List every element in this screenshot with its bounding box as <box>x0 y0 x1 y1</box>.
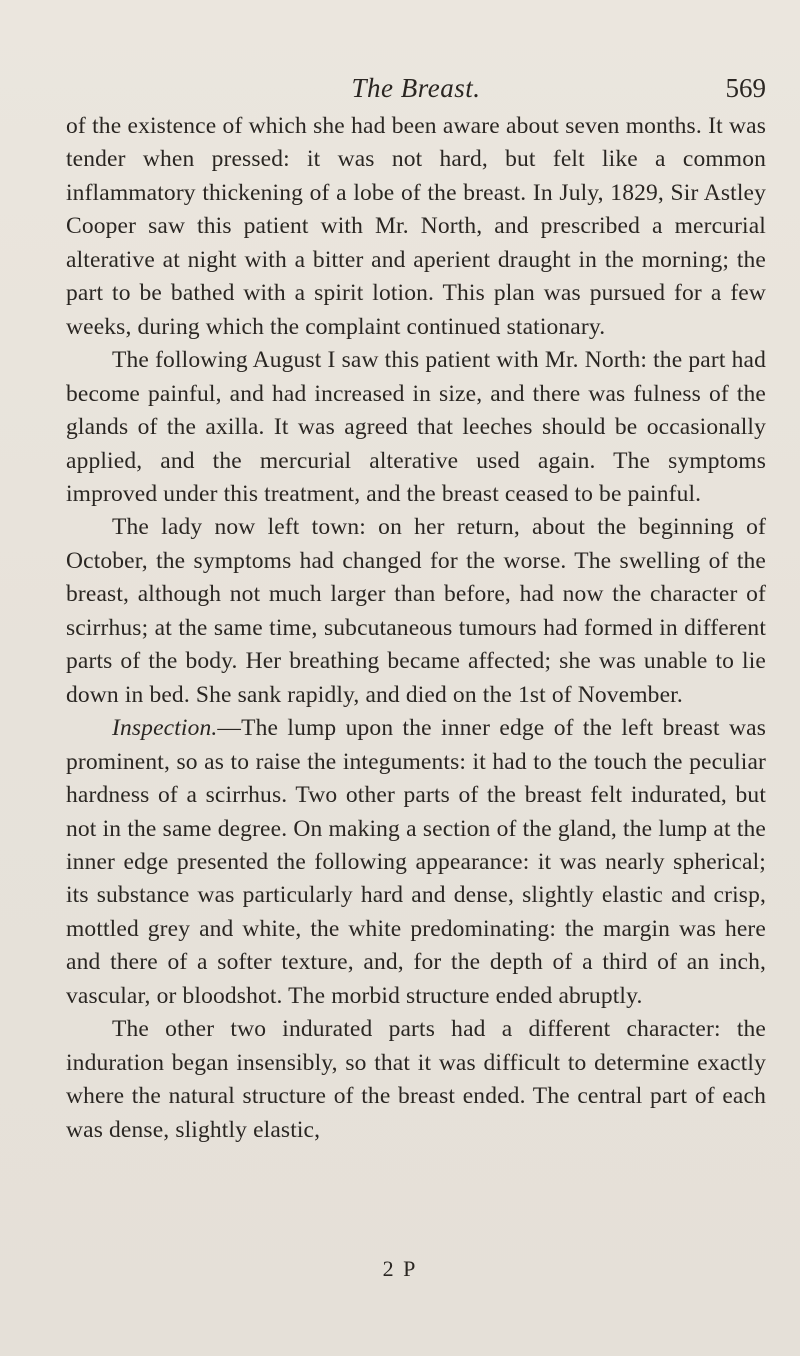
running-head <box>66 73 766 107</box>
paragraph-inspection <box>66 712 766 1013</box>
body-text <box>66 110 766 1147</box>
page-number: 569 <box>725 73 766 103</box>
signature-mark: 2 P <box>382 1256 418 1281</box>
paragraph-other-indurated: The other two indurated parts had a different character: the induration began insensibly, so that it was difficult to determine exactly where the natural structure of the breast ended. The central part of each was dense, slightly elastic, <box>66 1016 766 1143</box>
inspection-heading: Inspection. <box>112 715 218 742</box>
paragraph-continuation: of the existence of which she had been aware about seven months. It was tender when pressed: it was not hard, but felt like a common inflammatory thickening of a lobe of the breast. In July, 1829, Sir Astley Cooper saw this patient with Mr. North, and prescribed a mercurial alterative at night with a bitter and aperient draught in the morning; the part to be bathed with a spirit lotion. This plan was pursued for a few weeks, during which the complaint continued stationary. <box>66 113 766 340</box>
inspection-text: —The lump upon the inner edge of the left breast was prominent, so as to raise the integuments: it had to the touch the peculiar hardness of a scirrhus. Two other parts of the breast felt indurated, but not in the same degree. On making a section of the gland, the lump at the inner edge presented the following appearance: it was nearly spherical; its substance was particularly hard and dense, slightly elastic and crisp, mottled grey and white, the white predominating: the margin was here and there of a softer texture, and, for the depth of a third of an inch, vascular, or bloodshot. The morbid structure ended abruptly. <box>66 715 766 1009</box>
paragraph-august: The following August I saw this patient with Mr. North: the part had become painful, and had increased in size, and there was fulness of the glands of the axilla. It was agreed that leeches should be occasionally applied, and the mercurial alterative used again. The symptoms improved under this treatment, and the breast ceased to be painful. <box>66 347 766 507</box>
paragraph-october: The lady now left town: on her return, about the beginning of October, the symptoms had changed for the worse. The swelling of the breast, although not much larger than before, had now the character of scirrhus; at the same time, subcutaneous tumours had formed in different parts of the body. Her breathing became affected; she was unable to lie down in bed. She sank rapidly, and died on the 1st of November. <box>66 514 766 708</box>
running-title: The Breast. <box>351 73 481 103</box>
